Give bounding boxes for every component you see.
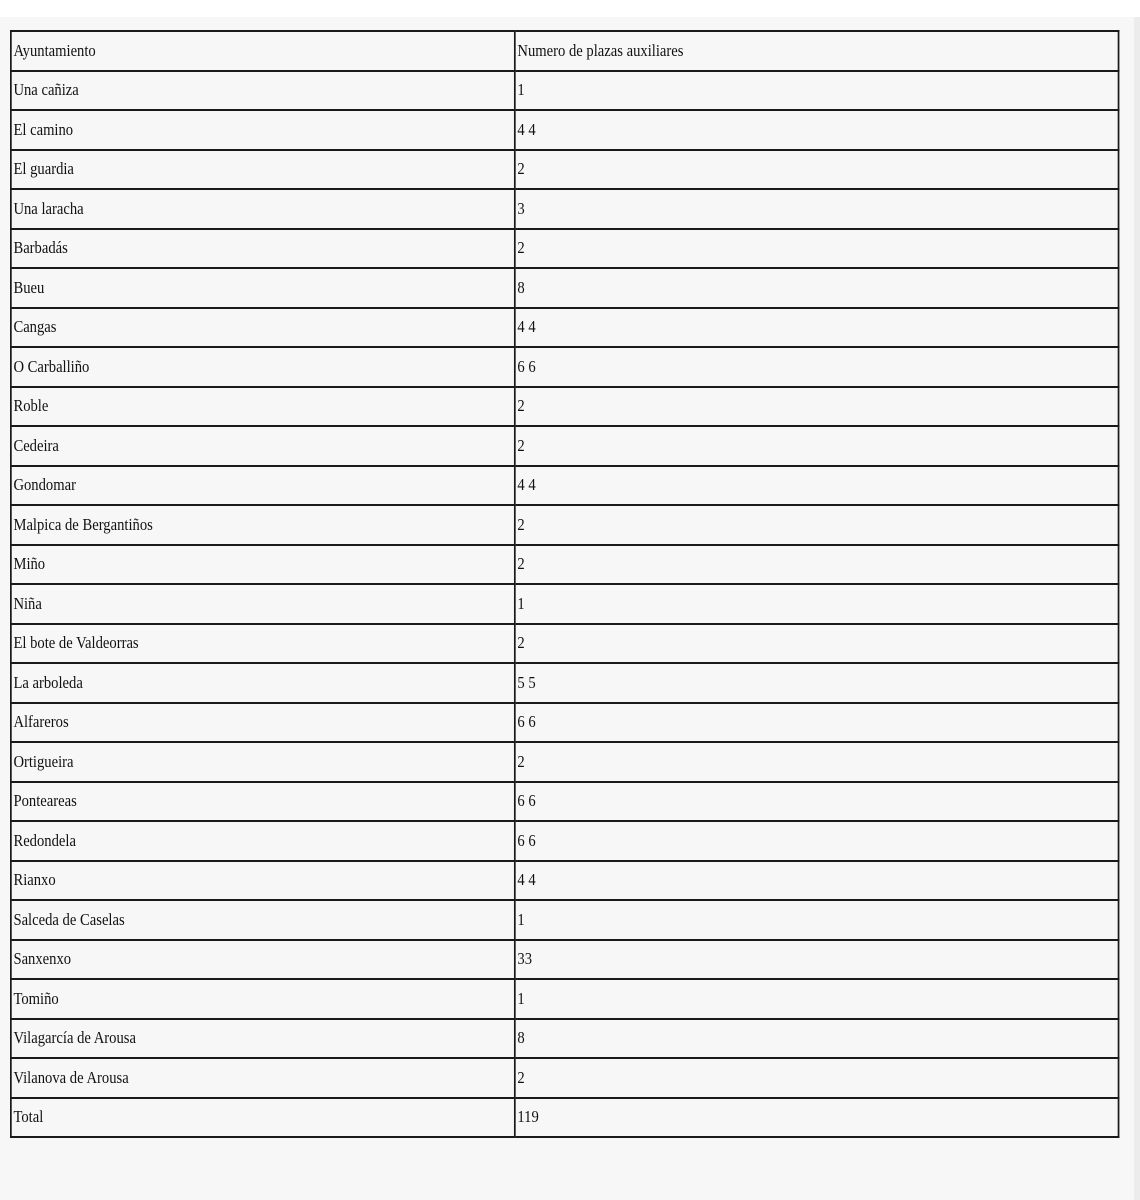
cell-plazas: 33 (515, 940, 1119, 980)
cell-plazas: 2 (515, 545, 1119, 585)
cell-plazas: 5 5 (515, 663, 1119, 703)
cell-ayuntamiento: El guardia (11, 150, 515, 190)
cell-ayuntamiento: La arboleda (11, 663, 515, 703)
table-header-row (11, 31, 1119, 71)
cell-plazas: 1 (515, 71, 1119, 111)
cell-ayuntamiento: Roble (11, 387, 515, 427)
cell-ayuntamiento: Una cañiza (11, 71, 515, 111)
cell-plazas: 1 (515, 979, 1119, 1019)
cell-plazas: 6 6 (515, 782, 1119, 822)
table-row (11, 624, 1119, 664)
table-row (11, 742, 1119, 782)
cell-ayuntamiento: Vilanova de Arousa (11, 1058, 515, 1098)
table-row (11, 663, 1119, 703)
cell-plazas: 1 (515, 584, 1119, 624)
table-row (11, 940, 1119, 980)
table-row (11, 426, 1119, 466)
cell-plazas: 4 4 (515, 466, 1119, 506)
table-row (11, 110, 1119, 150)
cell-ayuntamiento: Alfareros (11, 703, 515, 743)
cell-ayuntamiento: Cangas (11, 308, 515, 348)
table-row (11, 703, 1119, 743)
cell-ayuntamiento: Miño (11, 545, 515, 585)
table-row (11, 861, 1119, 901)
table-row (11, 782, 1119, 822)
table-total-row (11, 1098, 1119, 1138)
cell-plazas: 6 6 (515, 347, 1119, 387)
cell-plazas: 3 (515, 189, 1119, 229)
header-ayuntamiento: Ayuntamiento (11, 31, 515, 71)
table-row (11, 268, 1119, 308)
cell-plazas: 2 (515, 426, 1119, 466)
cell-ayuntamiento: El camino (11, 110, 515, 150)
plazas-table (10, 30, 1119, 1138)
cell-plazas: 2 (515, 505, 1119, 545)
cell-plazas: 8 (515, 268, 1119, 308)
table-row (11, 584, 1119, 624)
header-numero-plazas: Numero de plazas auxiliares (515, 31, 1119, 71)
scrollbar-track (1134, 17, 1140, 1200)
cell-ayuntamiento: Redondela (11, 821, 515, 861)
cell-plazas: 6 6 (515, 703, 1119, 743)
page-background (0, 17, 1140, 1200)
table-row (11, 308, 1119, 348)
cell-ayuntamiento: Total (11, 1098, 515, 1138)
table-row (11, 545, 1119, 585)
cell-ayuntamiento: Salceda de Caselas (11, 900, 515, 940)
table-row (11, 979, 1119, 1019)
table-row (11, 900, 1119, 940)
cell-ayuntamiento: Rianxo (11, 861, 515, 901)
table-row (11, 71, 1119, 111)
table-row (11, 229, 1119, 269)
cell-ayuntamiento: Sanxenxo (11, 940, 515, 980)
cell-plazas: 1 (515, 900, 1119, 940)
cell-ayuntamiento: Gondomar (11, 466, 515, 506)
cell-plazas: 2 (515, 1058, 1119, 1098)
cell-ayuntamiento: Barbadás (11, 229, 515, 269)
cell-plazas: 119 (515, 1098, 1119, 1138)
cell-plazas: 2 (515, 229, 1119, 269)
cell-plazas: 2 (515, 624, 1119, 664)
cell-ayuntamiento: Malpica de Bergantiños (11, 505, 515, 545)
cell-ayuntamiento: Ortigueira (11, 742, 515, 782)
cell-ayuntamiento: O Carballiño (11, 347, 515, 387)
cell-plazas: 6 6 (515, 821, 1119, 861)
cell-plazas: 4 4 (515, 861, 1119, 901)
table-row (11, 387, 1119, 427)
cell-plazas: 2 (515, 742, 1119, 782)
table-row (11, 347, 1119, 387)
table-row (11, 1019, 1119, 1059)
cell-ayuntamiento: Niña (11, 584, 515, 624)
cell-ayuntamiento: Bueu (11, 268, 515, 308)
cell-plazas: 2 (515, 387, 1119, 427)
cell-plazas: 2 (515, 150, 1119, 190)
cell-ayuntamiento: Cedeira (11, 426, 515, 466)
cell-plazas: 8 (515, 1019, 1119, 1059)
cell-ayuntamiento: Una laracha (11, 189, 515, 229)
cell-ayuntamiento: Tomiño (11, 979, 515, 1019)
table-row (11, 505, 1119, 545)
table-body (11, 31, 1119, 1137)
cell-plazas: 4 4 (515, 308, 1119, 348)
table-row (11, 150, 1119, 190)
table-row (11, 189, 1119, 229)
table-row (11, 1058, 1119, 1098)
table-row (11, 821, 1119, 861)
cell-ayuntamiento: Ponteareas (11, 782, 515, 822)
cell-ayuntamiento: Vilagarcía de Arousa (11, 1019, 515, 1059)
table-row (11, 466, 1119, 506)
cell-ayuntamiento: El bote de Valdeorras (11, 624, 515, 664)
cell-plazas: 4 4 (515, 110, 1119, 150)
